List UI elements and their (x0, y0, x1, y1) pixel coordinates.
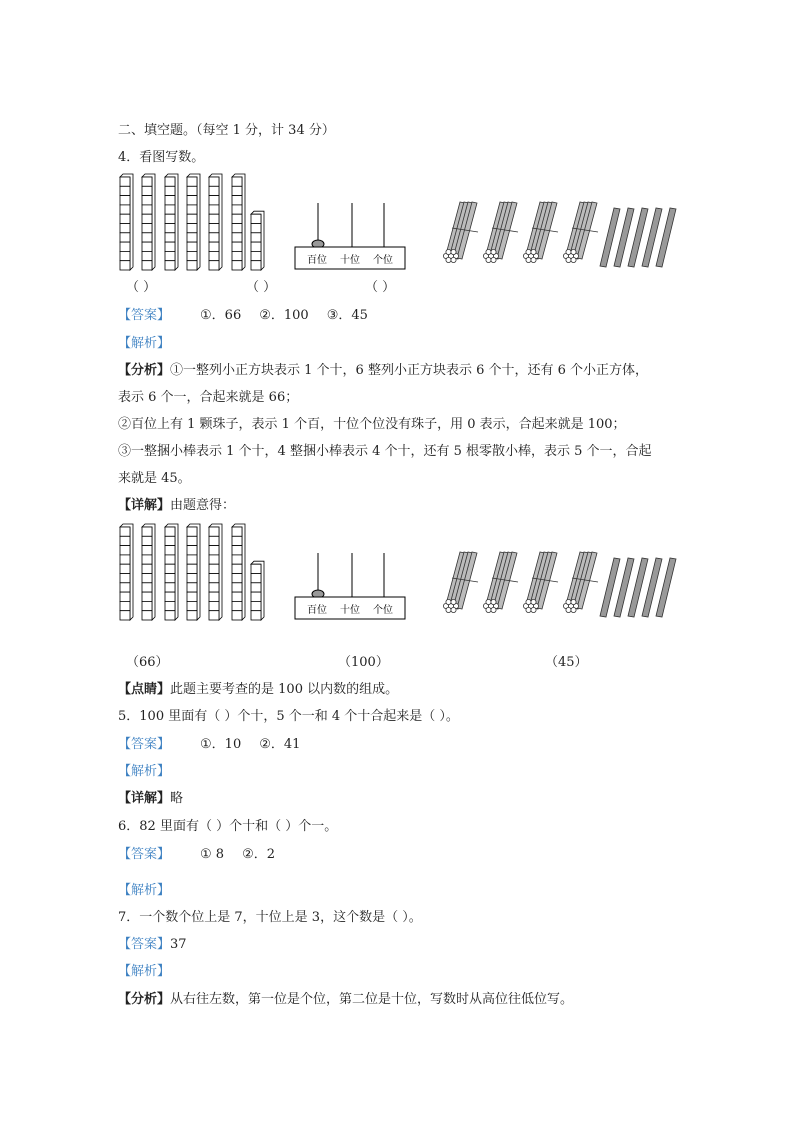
cube (187, 583, 197, 592)
cube (251, 574, 261, 583)
cube (165, 583, 175, 592)
cube (120, 574, 130, 583)
stick-end (531, 249, 536, 254)
cube-column (232, 174, 245, 270)
cube (120, 261, 130, 270)
cube (165, 611, 175, 620)
cube (142, 242, 152, 251)
cube (232, 611, 242, 620)
cube (120, 546, 130, 555)
stick-end (446, 607, 451, 612)
cube (120, 527, 130, 536)
q4-dianjing (118, 682, 398, 698)
q4-detail-figure (110, 520, 690, 630)
cube (142, 196, 152, 205)
q4-detail (118, 498, 235, 514)
cube (251, 592, 261, 601)
cube (209, 177, 219, 186)
stick-end (491, 599, 496, 604)
cube (120, 555, 130, 564)
stick-bundle (563, 552, 598, 613)
cube (165, 205, 175, 214)
cube (209, 611, 219, 620)
cube (232, 233, 242, 242)
xiangjie-label: 【详解】 (118, 791, 171, 806)
cube (232, 536, 242, 545)
cube (120, 242, 130, 251)
detail-text: 略 (170, 791, 184, 806)
cube (251, 583, 261, 592)
q4-analysis-5: 来就是 45。 (118, 471, 191, 486)
cube (120, 592, 130, 601)
q7-analysis (118, 992, 573, 1008)
cube-column (187, 524, 200, 620)
cube (142, 177, 152, 186)
cube (120, 601, 130, 610)
stick-end (526, 249, 531, 254)
cube (165, 233, 175, 242)
cube (187, 196, 197, 205)
cube (209, 251, 219, 260)
cube (165, 536, 175, 545)
cube (165, 546, 175, 555)
answer-2: ②．41 (259, 737, 301, 752)
abacus-label: 百位 (307, 255, 327, 266)
cube (187, 555, 197, 564)
cube (251, 261, 261, 270)
cube (187, 564, 197, 573)
stick-end (486, 599, 491, 604)
cube (142, 592, 152, 601)
stick-end (486, 257, 491, 262)
cube (209, 196, 219, 205)
cube (142, 186, 152, 195)
stick-end (571, 599, 576, 604)
q4-analysis-1 (118, 363, 648, 379)
cube (251, 242, 261, 251)
cube (142, 546, 152, 555)
q6-answer (118, 847, 293, 863)
cube (251, 251, 261, 260)
stick-bundle (523, 202, 558, 263)
cube (165, 592, 175, 601)
cube (187, 205, 197, 214)
cube (209, 592, 219, 601)
cube (209, 601, 219, 610)
cube (232, 205, 242, 214)
cube (232, 592, 242, 601)
answer-1: ①．10 (200, 737, 242, 752)
cube (209, 546, 219, 555)
q4-analysis-4: ③一整捆小棒表示 1 个十，4 整捆小棒表示 4 个十，还有 5 根零散小棒，表示 5 个一，合起 (118, 444, 652, 459)
abacus-label: 个位 (373, 255, 393, 266)
stick-end (571, 249, 576, 254)
abacus-label: 十位 (340, 255, 360, 266)
cube (165, 261, 175, 270)
cube (232, 242, 242, 251)
cube (142, 251, 152, 260)
stick-end (566, 607, 571, 612)
cube (209, 583, 219, 592)
q4-blank-3: （ ） (365, 280, 396, 295)
q4-blank-2: （ ） (246, 280, 277, 295)
cube (120, 251, 130, 260)
cube (187, 224, 197, 233)
stick-end (531, 607, 536, 612)
filled-1: （66） (126, 655, 169, 670)
cube (142, 601, 152, 610)
abacus-label: 百位 (307, 605, 327, 616)
stick-end (566, 599, 571, 604)
stick-end (446, 257, 451, 262)
cube (187, 186, 197, 195)
fenxi-label: 【分析】 (118, 992, 171, 1007)
stick-bundle (483, 202, 518, 263)
q5-answer (118, 737, 318, 753)
abacus-label: 个位 (373, 605, 393, 616)
cube (232, 601, 242, 610)
cube (232, 574, 242, 583)
stick-end (451, 607, 456, 612)
stick-bundle (523, 552, 558, 613)
cube (251, 611, 261, 620)
cube (120, 224, 130, 233)
cube (165, 242, 175, 251)
cube (142, 611, 152, 620)
cube-column (120, 524, 133, 620)
stick-bundle (483, 552, 518, 613)
jiexi-label: 【解析】 (118, 883, 171, 898)
cube-column (251, 561, 264, 620)
cube (187, 574, 197, 583)
cube (232, 261, 242, 270)
stick-end (451, 599, 456, 604)
abacus-label: 十位 (340, 605, 360, 616)
cube (187, 527, 197, 536)
cube (142, 214, 152, 223)
stick-end (491, 607, 496, 612)
stick-end (451, 257, 456, 262)
cube-column (232, 524, 245, 620)
cube-column (120, 174, 133, 270)
answer-label: 【答案】 (118, 937, 171, 952)
stick-end (531, 257, 536, 262)
cube (232, 224, 242, 233)
filled-3: （45） (545, 655, 588, 670)
cube (187, 261, 197, 270)
cube (209, 224, 219, 233)
q5-question: 5．100 里面有（ ）个十，5 个一和 4 个十合起来是（ ）。 (118, 709, 459, 724)
cube (209, 527, 219, 536)
cube-column (209, 174, 222, 270)
cube (165, 186, 175, 195)
answer-2: ②．100 (259, 308, 309, 323)
answer-1: 37 (170, 937, 187, 952)
cube-column (165, 524, 178, 620)
cube (142, 527, 152, 536)
cube (187, 601, 197, 610)
detail-text: 由题意得： (170, 498, 236, 513)
stick-end (526, 257, 531, 262)
xiangjie-label: 【详解】 (118, 498, 171, 513)
cube (165, 564, 175, 573)
cube-column (165, 174, 178, 270)
q7-answer (118, 937, 187, 953)
cube (120, 233, 130, 242)
cube (209, 574, 219, 583)
stick-end (571, 607, 576, 612)
filled-2: （100） (338, 655, 389, 670)
abacus (295, 553, 405, 619)
stick-end (566, 249, 571, 254)
answer-label: 【答案】 (118, 737, 171, 752)
cube (120, 611, 130, 620)
cube (209, 564, 219, 573)
cube (232, 177, 242, 186)
cube-column (187, 174, 200, 270)
answer-label: 【答案】 (118, 847, 171, 862)
q4-question: 4．看图写数。 (118, 150, 205, 165)
cube (142, 261, 152, 270)
cube (209, 242, 219, 251)
stick-end (571, 257, 576, 262)
cube (209, 214, 219, 223)
cube (251, 564, 261, 573)
cube (232, 196, 242, 205)
cube (142, 574, 152, 583)
cube (232, 555, 242, 564)
cube-columns (120, 174, 264, 270)
cube (232, 583, 242, 592)
q4-analysis-2: 表示 6 个一，合起来就是 66； (118, 390, 299, 405)
cube (187, 233, 197, 242)
cube (232, 546, 242, 555)
stick-end (491, 249, 496, 254)
q5-detail (118, 791, 183, 807)
section-title: 二、填空题。（每空 1 分，计 34 分） (118, 123, 335, 138)
cube (142, 583, 152, 592)
stick-end (446, 249, 451, 254)
cube (187, 251, 197, 260)
cube (187, 611, 197, 620)
cube-column (251, 211, 264, 270)
cube (187, 242, 197, 251)
cube (120, 564, 130, 573)
cube (209, 536, 219, 545)
fenxi-label: 【分析】 (118, 363, 171, 378)
q4-figure (110, 170, 690, 280)
stick-end (566, 257, 571, 262)
jiexi-label: 【解析】 (118, 336, 171, 351)
cube (142, 555, 152, 564)
cube (232, 251, 242, 260)
q4-analysis-3: ②百位上有 1 颗珠子，表示 1 个百，十位个位没有珠子，用 0 表示，合起来就是 100； (118, 417, 626, 432)
cube (142, 536, 152, 545)
cube (165, 601, 175, 610)
cube-columns (120, 524, 264, 620)
cube (251, 214, 261, 223)
cube (251, 233, 261, 242)
cube (209, 186, 219, 195)
jiexi-label: 【解析】 (118, 764, 171, 779)
q4-answer (118, 308, 386, 324)
cube-column (142, 174, 155, 270)
q4-blank-1: （ ） (126, 280, 157, 295)
stick-end (451, 249, 456, 254)
cube (165, 555, 175, 564)
cube (120, 205, 130, 214)
cube (232, 564, 242, 573)
answer-1: ① 8 (200, 847, 225, 862)
cube (251, 224, 261, 233)
q7-question: 7．一个数个位上是 7，十位上是 3，这个数是（ ）。 (118, 910, 422, 925)
cube (251, 601, 261, 610)
q6-question: 6．82 里面有（ ）个十和（ ）个一。 (118, 819, 338, 834)
cube (120, 196, 130, 205)
answer-3: ③．45 (326, 308, 368, 323)
cube-column (209, 524, 222, 620)
cube (165, 196, 175, 205)
cube (209, 555, 219, 564)
cube (120, 214, 130, 223)
cube (209, 261, 219, 270)
stick-end (491, 257, 496, 262)
answer-1: ①．66 (200, 308, 242, 323)
answer-label: 【答案】 (118, 308, 171, 323)
answer-2: ②．2 (242, 847, 276, 862)
abacus (295, 203, 405, 269)
cube (120, 536, 130, 545)
stick-bundle (443, 552, 478, 613)
jiexi-label: 【解析】 (118, 964, 171, 979)
stick-bundle (563, 202, 598, 263)
analysis-text: 从右往左数，第一位是个位，第二位是十位，写数时从高位往低位写。 (170, 992, 574, 1007)
cube (165, 224, 175, 233)
cube (120, 186, 130, 195)
cube (165, 574, 175, 583)
stick-end (486, 607, 491, 612)
cube (165, 214, 175, 223)
stick-end (526, 607, 531, 612)
cube (142, 233, 152, 242)
dianjing-text: 此题主要考查的是 100 以内数的组成。 (170, 682, 399, 697)
cube (187, 536, 197, 545)
cube (232, 186, 242, 195)
cube (142, 224, 152, 233)
cube (232, 214, 242, 223)
cube-column (142, 524, 155, 620)
stick-bundle (443, 202, 478, 263)
cube (142, 564, 152, 573)
cube (187, 592, 197, 601)
cube (165, 527, 175, 536)
stick-end (446, 599, 451, 604)
cube (187, 177, 197, 186)
cube (120, 177, 130, 186)
stick-end (526, 599, 531, 604)
cube (209, 205, 219, 214)
cube (120, 583, 130, 592)
cube (142, 205, 152, 214)
cube (165, 177, 175, 186)
stick-end (486, 249, 491, 254)
analysis-text: ①一整列小正方块表示 1 个十，6 整列小正方块表示 6 个十，还有 6 个小正方体， (170, 363, 649, 378)
cube (209, 233, 219, 242)
stick-end (531, 599, 536, 604)
cube (232, 527, 242, 536)
cube (165, 251, 175, 260)
cube (187, 214, 197, 223)
dianjing-label: 【点睛】 (118, 682, 171, 697)
cube (187, 546, 197, 555)
